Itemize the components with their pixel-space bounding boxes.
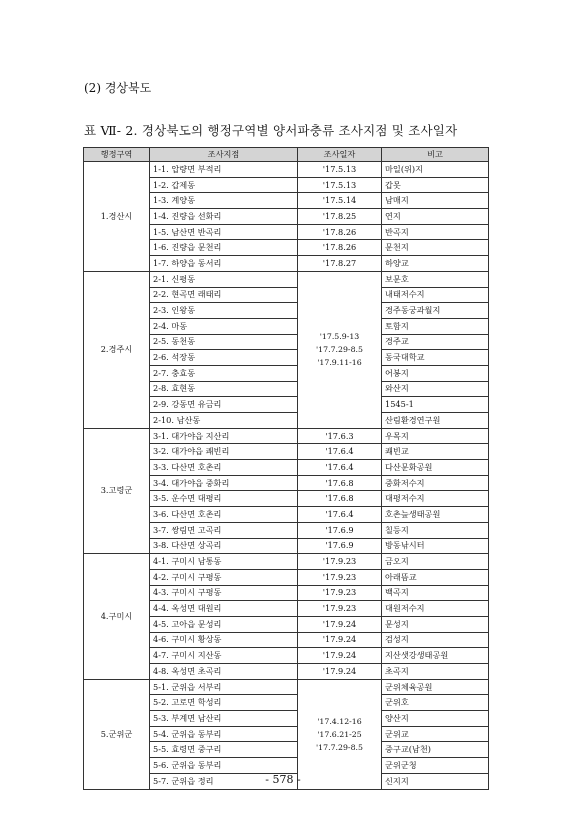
region-cell: 2.경주시 <box>84 271 150 428</box>
date-cell: '17.9.24 <box>298 616 382 632</box>
date-range-line: '17.7.29-8.5 <box>316 742 363 752</box>
note-cell: 하양교 <box>382 256 489 272</box>
date-cell: '17.9.23 <box>298 569 382 585</box>
date-cell: '17.9.23 <box>298 554 382 570</box>
site-cell: 5-4. 군위읍 동부리 <box>150 726 298 742</box>
site-cell: 2-8. 효현동 <box>150 381 298 397</box>
note-cell: 지산샛강생태공원 <box>382 648 489 664</box>
site-cell: 3-8. 다산면 상곡리 <box>150 538 298 554</box>
site-cell: 3-2. 대가야읍 쾌빈리 <box>150 444 298 460</box>
table-row <box>84 162 489 178</box>
site-cell: 4-8. 옥성면 초곡리 <box>150 664 298 680</box>
note-cell: 백곡지 <box>382 585 489 601</box>
date-cell: '17.5.14 <box>298 193 382 209</box>
site-cell: 1-2. 갑제동 <box>150 177 298 193</box>
site-cell: 4-5. 고아읍 문성리 <box>150 616 298 632</box>
site-cell: 2-9. 강동면 유금리 <box>150 397 298 413</box>
header-site: 조사지점 <box>150 148 298 162</box>
region-cell: 5.군위군 <box>84 679 150 789</box>
note-cell: 대원저수지 <box>382 601 489 617</box>
note-cell: 문천지 <box>382 240 489 256</box>
site-cell: 4-3. 구미시 구평동 <box>150 585 298 601</box>
note-cell: 양산지 <box>382 711 489 727</box>
site-cell: 4-1. 구미시 남통동 <box>150 554 298 570</box>
note-cell: 우목지 <box>382 428 489 444</box>
date-cell: '17.8.26 <box>298 240 382 256</box>
note-cell: 금오지 <box>382 554 489 570</box>
site-cell: 3-5. 운수면 대평리 <box>150 491 298 507</box>
site-cell: 2-4. 마동 <box>150 318 298 334</box>
table-row <box>84 428 489 444</box>
note-cell: 와산지 <box>382 381 489 397</box>
page-number: - 578 - <box>265 773 301 786</box>
note-cell: 중구교(남천) <box>382 742 489 758</box>
note-cell: 갑못 <box>382 177 489 193</box>
site-cell: 2-5. 동천동 <box>150 334 298 350</box>
date-cell: '17.6.9 <box>298 538 382 554</box>
site-cell: 5-2. 고로면 학성리 <box>150 695 298 711</box>
date-cell: '17.6.9 <box>298 522 382 538</box>
header-region: 행정구역 <box>84 148 150 162</box>
table-row <box>84 554 489 570</box>
site-cell: 4-2. 구미시 구평동 <box>150 569 298 585</box>
date-range-line: '17.7.29-8.5 <box>316 345 363 355</box>
table-caption: 표 Ⅶ- 2. 경상북도의 행정구역별 양서파충류 조사지점 및 조사일자 <box>84 123 458 138</box>
note-cell: 동국대학교 <box>382 350 489 366</box>
region-cell: 4.구미시 <box>84 554 150 680</box>
note-cell: 토함지 <box>382 318 489 334</box>
note-cell: 쾌빈교 <box>382 444 489 460</box>
note-cell: 마일(위)지 <box>382 162 489 178</box>
note-cell: 아래뜸교 <box>382 569 489 585</box>
note-cell: 검성지 <box>382 632 489 648</box>
date-cell: '17.9.24 <box>298 632 382 648</box>
note-cell: 군위교 <box>382 726 489 742</box>
date-cell: '17.5.13 <box>298 162 382 178</box>
note-cell: 초곡지 <box>382 664 489 680</box>
date-cell: '17.6.4 <box>298 444 382 460</box>
site-cell: 5-3. 부계면 남산리 <box>150 711 298 727</box>
section-heading: (2) 경상북도 <box>84 81 152 95</box>
site-cell: 5-5. 효령면 중구리 <box>150 742 298 758</box>
table-row <box>84 679 489 695</box>
date-cell: '17.6.8 <box>298 475 382 491</box>
site-cell: 1-1. 압량면 부적리 <box>150 162 298 178</box>
site-cell: 5-1. 군위읍 서부리 <box>150 679 298 695</box>
date-cell: '17.8.25 <box>298 209 382 225</box>
site-cell: 3-7. 쌍림면 고곡리 <box>150 522 298 538</box>
note-cell: 경주교 <box>382 334 489 350</box>
date-range-line: '17.5.9-13 <box>319 332 360 342</box>
note-cell: 군위체육공원 <box>382 679 489 695</box>
region-cell: 3.고령군 <box>84 428 150 554</box>
site-cell: 2-3. 인왕동 <box>150 303 298 319</box>
note-cell: 군위군청 <box>382 758 489 774</box>
site-cell: 2-6. 석장동 <box>150 350 298 366</box>
region-cell: 1.경산시 <box>84 162 150 272</box>
date-range-line: '17.9.11-16 <box>317 358 362 368</box>
site-cell: 3-1. 대가야읍 지산리 <box>150 428 298 444</box>
date-cell: '17.6.3 <box>298 428 382 444</box>
header-note: 비고 <box>382 148 489 162</box>
note-cell: 산림환경연구원 <box>382 413 489 429</box>
site-cell: 2-10. 남산동 <box>150 413 298 429</box>
date-range-line: '17.6.21-25 <box>317 729 362 739</box>
note-cell: 1545-1 <box>382 397 489 413</box>
date-cell: '17.9.24 <box>298 664 382 680</box>
site-cell: 4-4. 옥성면 대원리 <box>150 601 298 617</box>
site-cell: 4-6. 구미시 황상동 <box>150 632 298 648</box>
note-cell: 대평저수지 <box>382 491 489 507</box>
site-cell: 2-2. 현곡면 래태리 <box>150 287 298 303</box>
site-cell: 2-7. 충효동 <box>150 365 298 381</box>
note-cell: 반곡지 <box>382 224 489 240</box>
table-header-row <box>84 148 489 162</box>
date-range-cell <box>298 271 382 428</box>
site-cell: 1-5. 남산면 반곡리 <box>150 224 298 240</box>
note-cell: 신지지 <box>382 773 489 789</box>
note-cell: 다산문화공원 <box>382 460 489 476</box>
site-cell: 4-7. 구미시 지산동 <box>150 648 298 664</box>
note-cell: 중화저수지 <box>382 475 489 491</box>
site-cell: 3-6. 다산면 호촌리 <box>150 507 298 523</box>
note-cell: 남매지 <box>382 193 489 209</box>
date-cell: '17.9.24 <box>298 648 382 664</box>
table-body <box>84 162 489 790</box>
site-cell: 1-4. 진량읍 선화리 <box>150 209 298 225</box>
site-cell: 2-1. 신평동 <box>150 271 298 287</box>
date-cell: '17.8.27 <box>298 256 382 272</box>
date-cell: '17.6.4 <box>298 460 382 476</box>
table-row <box>84 271 489 287</box>
note-cell: 문성지 <box>382 616 489 632</box>
note-cell: 보문호 <box>382 271 489 287</box>
note-cell: 칠등지 <box>382 522 489 538</box>
site-cell: 1-7. 하양읍 동서리 <box>150 256 298 272</box>
note-cell: 군위호 <box>382 695 489 711</box>
note-cell: 어봉지 <box>382 365 489 381</box>
date-range-line: '17.4.12-16 <box>317 716 362 726</box>
site-cell: 3-3. 다산면 호촌리 <box>150 460 298 476</box>
site-cell: 1-6. 진량읍 문천리 <box>150 240 298 256</box>
site-cell: 5-6. 군위읍 동부리 <box>150 758 298 774</box>
survey-table <box>83 147 489 790</box>
date-cell: '17.8.26 <box>298 224 382 240</box>
header-date: 조사일자 <box>298 148 382 162</box>
note-cell: 경주동궁과월지 <box>382 303 489 319</box>
date-cell: '17.9.23 <box>298 585 382 601</box>
date-cell: '17.6.4 <box>298 507 382 523</box>
note-cell: 방동낚시터 <box>382 538 489 554</box>
site-cell: 5-7. 군위읍 정리 <box>150 773 298 789</box>
site-cell: 3-4. 대가야읍 중화리 <box>150 475 298 491</box>
site-cell: 1-3. 계양동 <box>150 193 298 209</box>
date-cell: '17.9.23 <box>298 601 382 617</box>
date-cell: '17.5.13 <box>298 177 382 193</box>
note-cell: 내태저수지 <box>382 287 489 303</box>
note-cell: 연지 <box>382 209 489 225</box>
note-cell: 호촌늪생태공원 <box>382 507 489 523</box>
date-cell: '17.6.8 <box>298 491 382 507</box>
